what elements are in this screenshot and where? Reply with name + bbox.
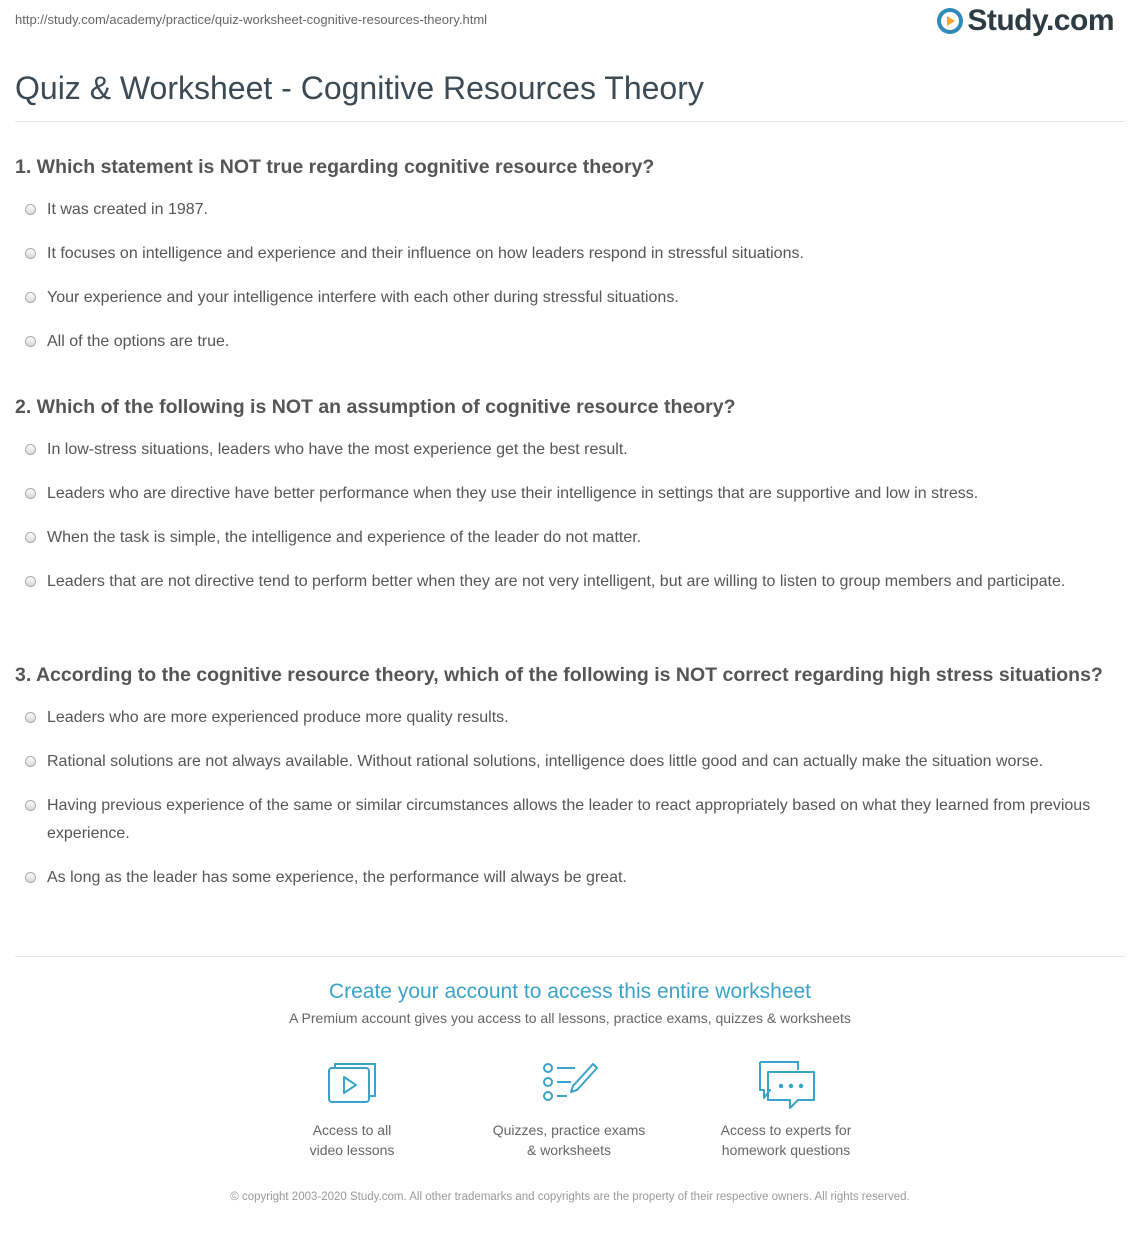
answer-text: As long as the leader has some experience, the performance will always be great. xyxy=(47,869,627,886)
radio-icon[interactable] xyxy=(25,532,36,543)
study-logo[interactable] xyxy=(937,6,1114,36)
answer-text: Leaders who are directive have better performance when they use their intelligence in settings that are supportive and low in stress. xyxy=(47,485,979,502)
feature-quizzes xyxy=(489,1060,649,1160)
answer-option[interactable] xyxy=(15,748,1125,776)
radio-icon[interactable] xyxy=(25,444,36,455)
radio-icon[interactable] xyxy=(25,204,36,215)
question-3 xyxy=(15,661,1125,892)
question-1 xyxy=(15,153,1125,356)
answer-text: Your experience and your intelligence interfere with each other during stressful situations. xyxy=(47,289,679,306)
radio-icon[interactable] xyxy=(25,800,36,811)
feature-experts xyxy=(706,1060,866,1160)
radio-icon[interactable] xyxy=(25,336,36,347)
answer-option[interactable] xyxy=(15,704,1125,732)
cta-divider xyxy=(15,956,1125,957)
feature-label-line: & worksheets xyxy=(526,1142,612,1158)
answer-option[interactable] xyxy=(15,524,1125,552)
answer-text: When the task is simple, the intelligence and experience of the leader do not matter. xyxy=(47,529,642,546)
radio-icon[interactable] xyxy=(25,872,36,883)
feature-label-line: Quizzes, practice exams xyxy=(492,1122,646,1138)
feature-label-line: homework questions xyxy=(721,1142,851,1158)
radio-icon[interactable] xyxy=(25,248,36,259)
answer-option[interactable] xyxy=(15,568,1125,596)
answer-option[interactable] xyxy=(15,240,1125,268)
answer-text: It focuses on intelligence and experience and their influence on how leaders respond in stressful situations. xyxy=(47,245,804,262)
cta-subtitle: A Premium account gives you access to all lessons, practice exams, quizzes & worksheets xyxy=(289,1010,851,1026)
feature-label-line: Access to all xyxy=(312,1122,392,1138)
radio-icon[interactable] xyxy=(25,756,36,767)
answer-text: All of the options are true. xyxy=(47,333,230,350)
radio-icon[interactable] xyxy=(25,576,36,587)
feature-label-line: video lessons xyxy=(309,1142,395,1158)
radio-icon[interactable] xyxy=(25,292,36,303)
play-logo-icon xyxy=(937,8,963,34)
answer-option[interactable] xyxy=(15,328,1125,356)
chat-bubbles-icon xyxy=(754,1060,818,1112)
title-divider xyxy=(15,121,1125,122)
answer-text: In low-stress situations, leaders who have the most experience get the best result. xyxy=(47,441,628,458)
radio-icon[interactable] xyxy=(25,712,36,723)
create-account-link[interactable]: Create your account to access this entire worksheet xyxy=(328,980,812,1003)
copyright-text: © copyright 2003-2020 Study.com. All other trademarks and copyrights are the property of their respective owners. All rights reserved. xyxy=(230,1191,910,1203)
logo-text: Study.com xyxy=(967,4,1114,37)
answer-text: Leaders that are not directive tend to perform better when they are not very intelligent, but are willing to listen to group members and participate. xyxy=(47,573,1066,590)
answer-text: Leaders who are more experienced produce more quality results. xyxy=(47,709,509,726)
question-2 xyxy=(15,393,1125,596)
answer-text: Having previous experience of the same or similar circumstances allows the leader to react appropriately based on what they learned from previous experience. xyxy=(47,797,1091,842)
answer-text: Rational solutions are not always available. Without rational solutions, intelligence does little good and can actually make the situation worse. xyxy=(47,753,1044,770)
video-lessons-icon xyxy=(325,1060,379,1106)
feature-video-lessons xyxy=(272,1060,432,1160)
question-title: 2. Which of the following is NOT an assumption of cognitive resource theory? xyxy=(15,396,736,418)
answer-option[interactable] xyxy=(15,864,1125,892)
feature-label-line: Access to experts for xyxy=(720,1122,852,1138)
answer-option[interactable] xyxy=(15,196,1125,224)
answer-option[interactable] xyxy=(15,436,1125,464)
quiz-checklist-icon xyxy=(539,1060,599,1106)
page-title: Quiz & Worksheet - Cognitive Resources Theory xyxy=(15,70,704,106)
answer-option[interactable] xyxy=(15,284,1125,312)
page-url: http://study.com/academy/practice/quiz-worksheet-cognitive-resources-theory.html xyxy=(15,12,488,27)
answer-option[interactable] xyxy=(15,480,1125,508)
answer-text: It was created in 1987. xyxy=(47,201,208,218)
radio-icon[interactable] xyxy=(25,488,36,499)
question-title: 1. Which statement is NOT true regarding cognitive resource theory? xyxy=(15,156,655,178)
answer-option[interactable] xyxy=(15,792,1125,848)
question-title: 3. According to the cognitive resource theory, which of the following is NOT correct regarding high stress situations? xyxy=(15,664,1103,686)
